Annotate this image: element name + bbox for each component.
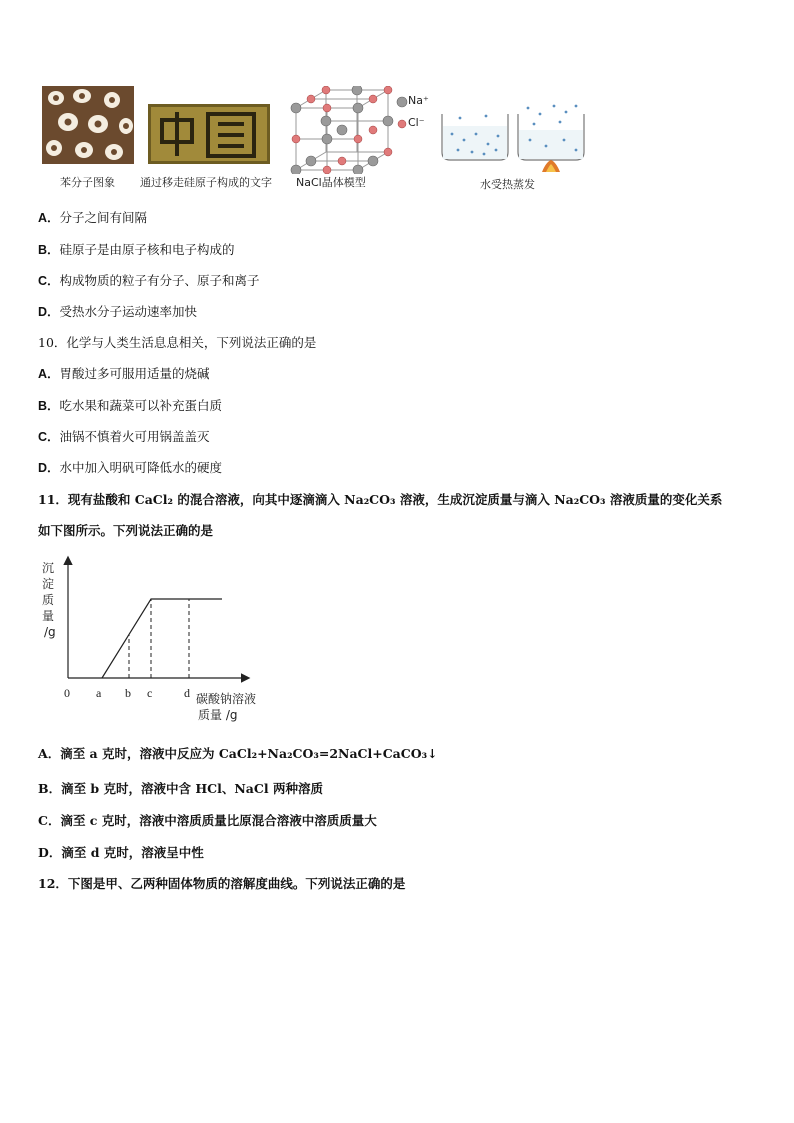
q11-option-d: D．滴至 d 克时，溶液呈中性	[38, 845, 204, 860]
q11-stem-line1: 11．现有盐酸和 CaCl₂ 的混合溶液，向其中逐滴滴入 Na₂CO₃ 溶液，生成沉淀质量与滴入 Na₂CO₃ 溶液质量的变化关系	[38, 492, 723, 507]
silicon-atoms-image	[148, 104, 270, 168]
q10-option-c: C．油锅不慎着火可用锅盖盖灭	[38, 429, 210, 444]
cl-legend-label: Cl⁻	[408, 116, 425, 129]
ylabel-1: 沉	[42, 561, 55, 575]
figure-row	[40, 86, 600, 196]
q9-option-d: D．受热水分子运动速率加快	[38, 304, 198, 319]
ylabel-3: 质	[42, 593, 55, 607]
ylabel-2: 淀	[42, 577, 55, 591]
ylabel-4: 量	[42, 609, 55, 623]
q11-option-b: B．滴至 b 克时，溶液中含 HCl、NaCl 两种溶质	[38, 781, 323, 796]
xlabel-2: 质量 /g	[198, 708, 238, 722]
origin-label: 0	[64, 686, 70, 700]
nacl-crystal-image	[288, 86, 428, 178]
na-legend-label: Na⁺	[408, 94, 429, 107]
tick-c: c	[147, 686, 153, 700]
q9-option-a: A．分子之间有间隔	[38, 210, 148, 225]
q9-option-b: B．硅原子是由原子核和电子构成的	[38, 242, 235, 257]
q9-option-c: C．构成物质的粒子有分子、原子和离子	[38, 273, 260, 288]
q10-option-b: B．吃水果和蔬菜可以补充蛋白质	[38, 398, 223, 413]
tick-a: a	[96, 686, 102, 700]
silicon-caption: 通过移走硅原子构成的文字	[140, 176, 272, 189]
q12-stem: 12．下图是甲、乙两种固体物质的溶解度曲线。下列说法正确的是	[38, 876, 406, 891]
q11-option-a: A．滴至 a 克时，溶液中反应为 CaCl₂+Na₂CO₃=2NaCl+CaCO₃↓	[38, 746, 438, 761]
ylabel-5: /g	[44, 625, 56, 639]
water-caption: 水受热蒸发	[480, 178, 535, 191]
benzene-caption: 苯分子图象	[60, 176, 115, 189]
benzene-image	[42, 86, 134, 168]
precipitate-graph	[40, 552, 300, 727]
q10-option-a: A．胃酸过多可服用适量的烧碱	[38, 366, 210, 381]
q10-stem: 10．化学与人类生活息息相关，下列说法正确的是	[38, 335, 317, 350]
tick-b: b	[125, 686, 131, 700]
nacl-caption: NaCl晶体模型	[296, 176, 366, 189]
xlabel-1: 碳酸钠溶液	[196, 692, 257, 706]
q11-option-c: C．滴至 c 克时，溶液中溶质质量比原混合溶液中溶质质量大	[38, 813, 377, 828]
q10-option-d: D．水中加入明矾可降低水的硬度	[38, 460, 223, 475]
q11-stem-line2: 如下图所示。下列说法正确的是	[38, 523, 214, 538]
precipitate-curve	[102, 599, 222, 678]
water-evaporation-image	[438, 100, 590, 176]
tick-d: d	[184, 686, 190, 700]
